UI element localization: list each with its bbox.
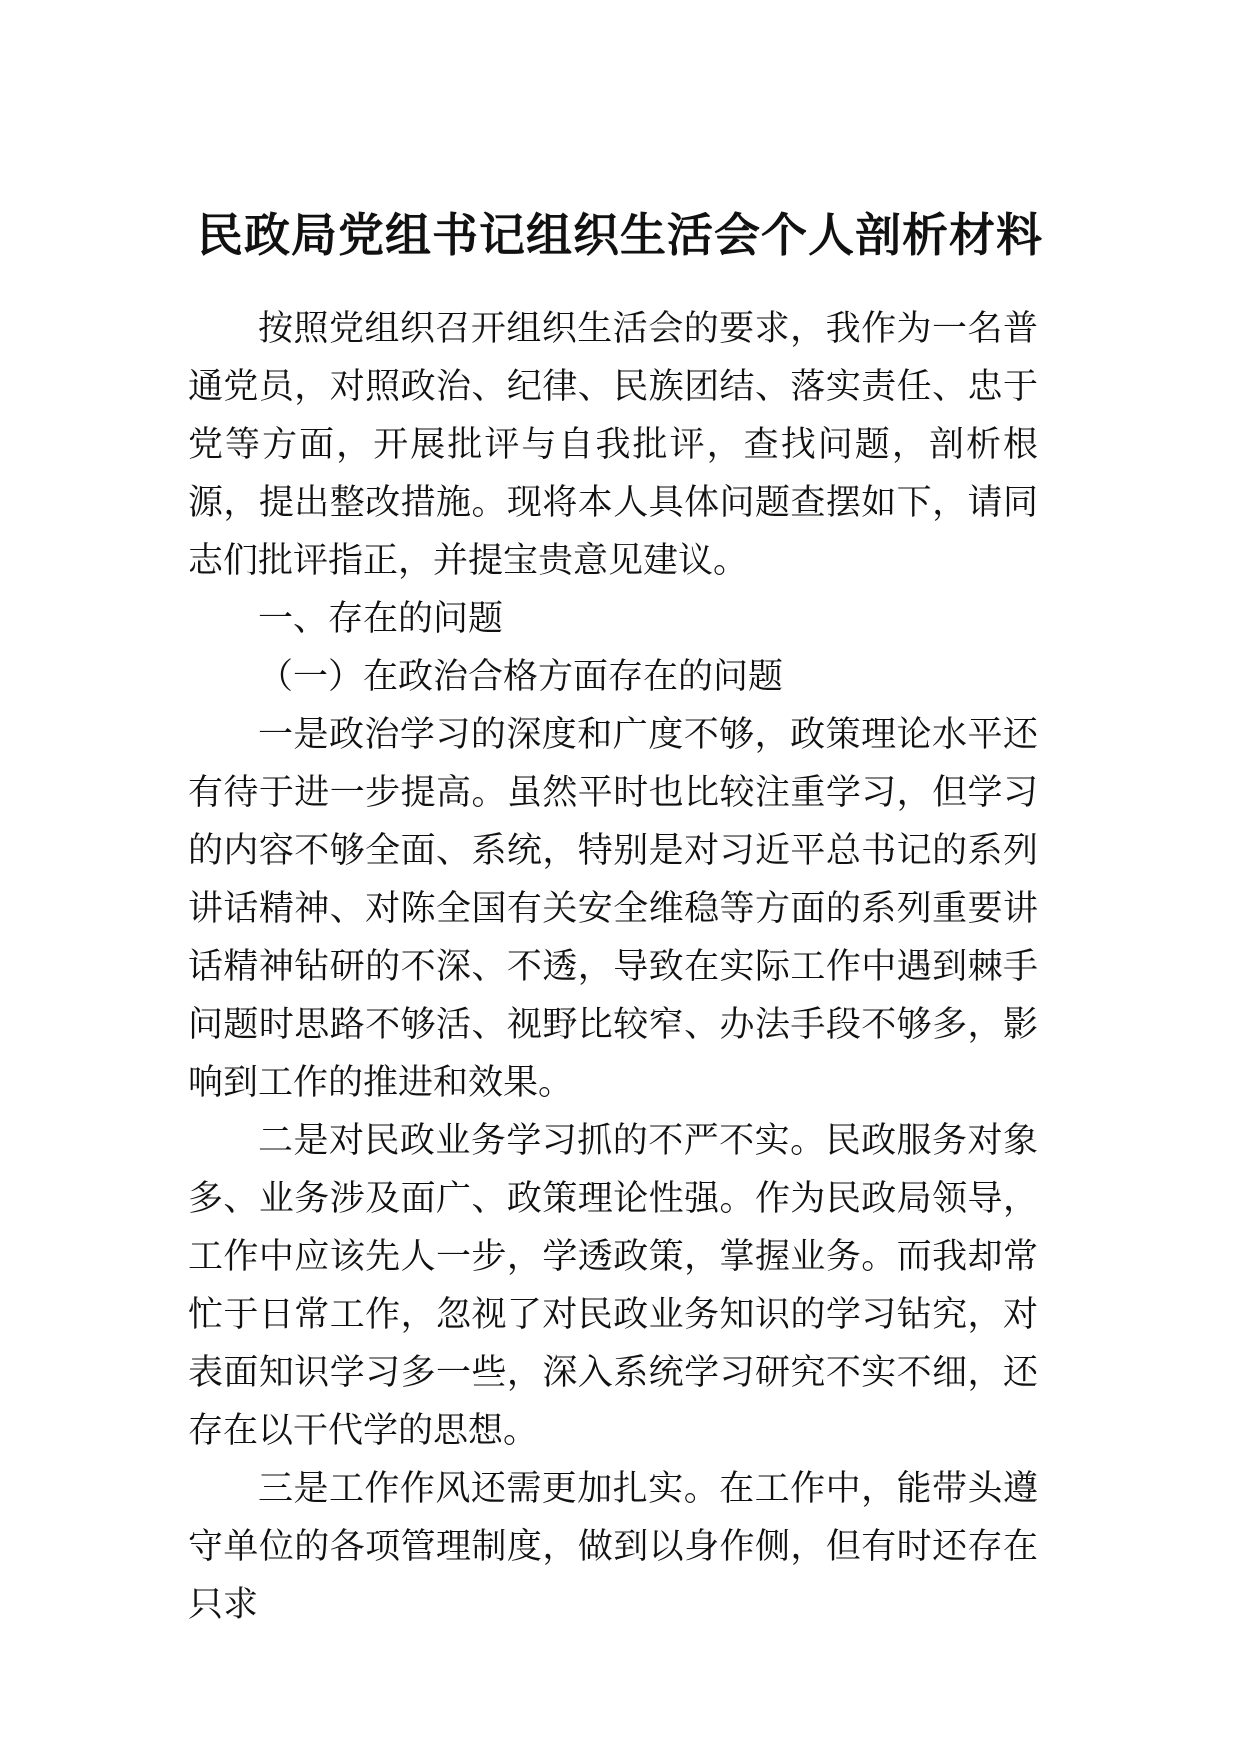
section-heading: 一、存在的问题	[258, 599, 504, 639]
document-body	[188, 300, 1038, 1634]
paragraph-item-2: 二是对民政业务学习抓的不严不实。民政服务对象多、业务涉及面广、政策理论性强。作为民政局领导，工作中应该先人一步，学透政策，掌握业务。而我却常忙于日常工作，忽视了对民政业务知识的学习钻究，对表面知识学习多一些，深入系统学习研究不实不细，还存在以干代学的思想。	[188, 1121, 1038, 1451]
document-title: 民政局党组书记组织生活会个人剖析材料	[197, 208, 1043, 262]
paragraph-item-3: 三是工作作风还需更加扎实。在工作中，能带头遵守单位的各项管理制度，做到以身作侧，但有时还存在只求	[188, 1469, 1038, 1625]
paragraph-item-1: 一是政治学习的深度和广度不够，政策理论水平还有待于进一步提高。虽然平时也比较注重学习，但学习的内容不够全面、系统，特别是对习近平总书记的系列讲话精神、对陈全国有关安全维稳等方面的系列重要讲话精神钻研的不深、不透，导致在实际工作中遇到棘手问题时思路不够活、视野比较窄、办法手段不够多，影响到工作的推进和效果。	[188, 715, 1038, 1103]
paragraph-intro: 按照党组织召开组织生活会的要求，我作为一名普通党员，对照政治、纪律、民族团结、落实责任、忠于党等方面，开展批评与自我批评，查找问题，剖析根源，提出整改措施。现将本人具体问题查摆如下，请同志们批评指正，并提宝贵意见建议。	[188, 309, 1038, 581]
subsection-heading: （一）在政治合格方面存在的问题	[258, 657, 784, 697]
